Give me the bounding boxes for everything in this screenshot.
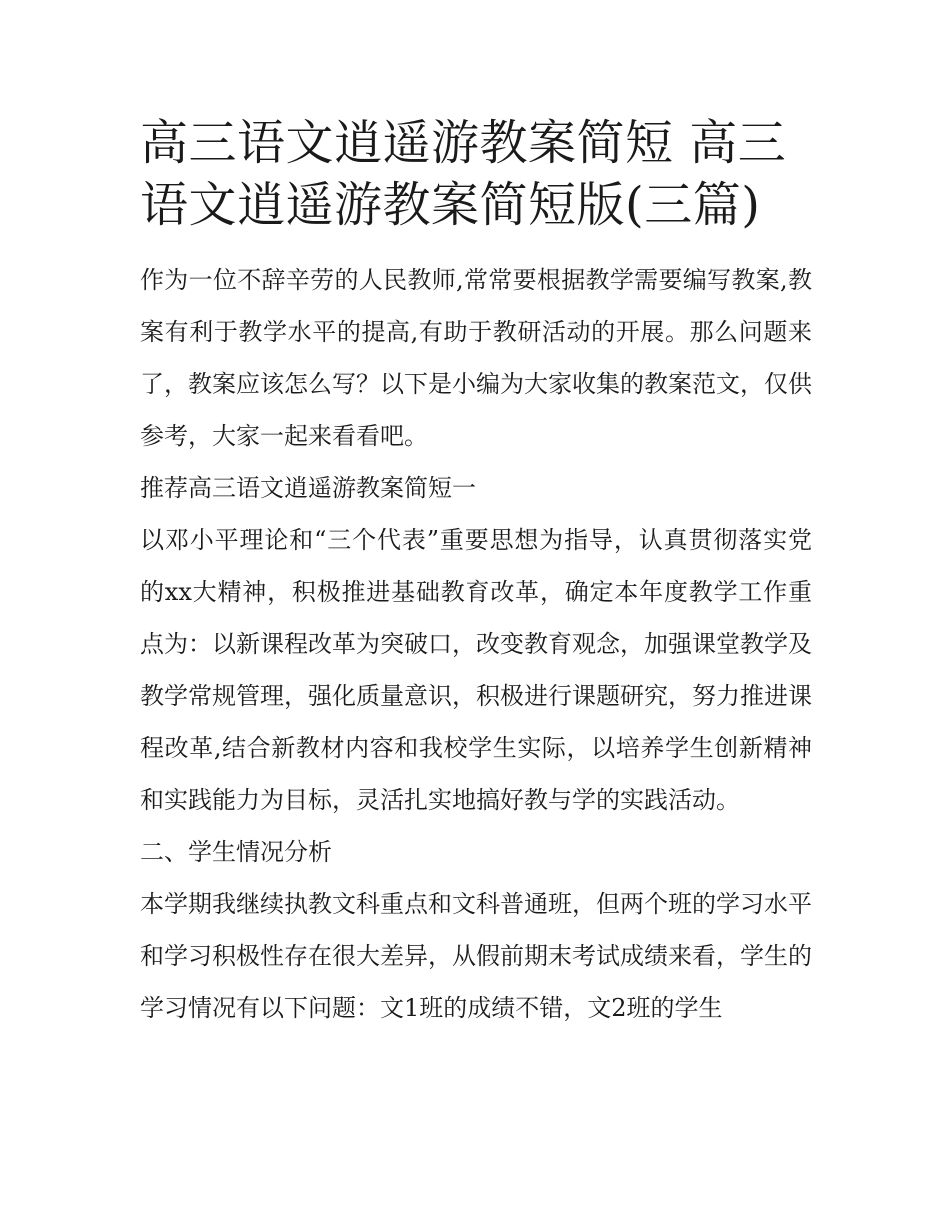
section-body-2: 本学期我继续执教文科重点和文科普通班，但两个班的学习水平和学习积极性存在很大差异，从假前期末考试成绩来看，学生的学习情况有以下问题：文1班的成绩不错，文2班的学生: [140, 890, 812, 1022]
section-heading-2: 二、学生情况分析: [140, 838, 332, 866]
document-title: 高三语文逍遥游教案简短 高三语文逍遥游教案简短版(三篇): [140, 115, 787, 233]
document-page: [140, 112, 812, 1034]
section-body-1: 以邓小平理论和“三个代表”重要思想为指导，认真贯彻落实党的xx大精神，积极推进基础教育改革，确定本年度教学工作重点为：以新课程改革为突破口，改变教育观念，加强课堂教学及教学常规管理，强化质量意识，积极进行课题研究，努力推进课程改革,结合新教材内容和我校学生实际，以培养学生创新精神和实践能力为目标，灵活扎实地搞好教与学的实践活动。: [140, 526, 812, 814]
intro-paragraph: 作为一位不辞辛劳的人民教师,常常要根据教学需要编写教案,教案有利于教学水平的提高,有助于教研活动的开展。那么问题来了，教案应该怎么写？以下是小编为大家收集的教案范文，仅供参考，大家一起来看看吧。: [140, 266, 812, 450]
section-heading-1: 推荐高三语文逍遥游教案简短一: [140, 474, 476, 502]
